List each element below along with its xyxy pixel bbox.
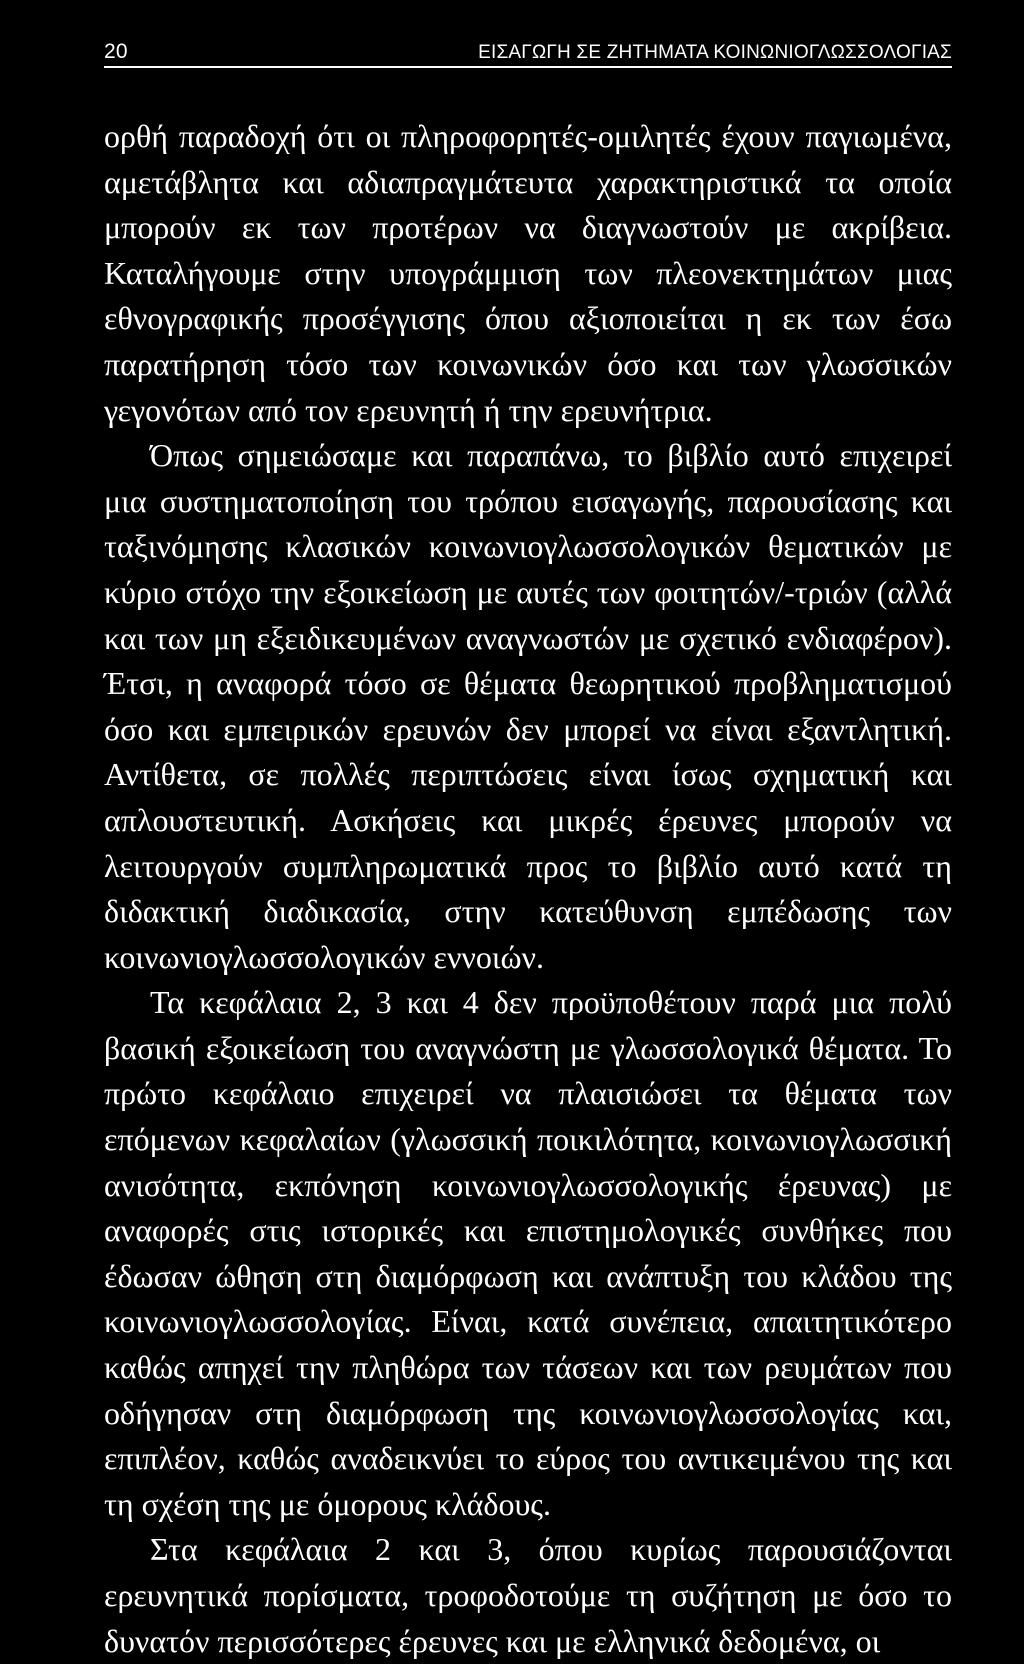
page-number: 20 (104, 40, 128, 63)
paragraph-continuation: ορθή παραδοχή ότι οι πληροφορητές-ομιλητές έχουν παγιωμένα, αμετάβλητα και αδιαπραγμάτευτα χαρακτηριστικά τα οποία μπορούν εκ των προτέρων να διαγνωστούν με ακρίβεια. Καταλήγουμε στην υπογράμμιση των πλεονεκτημάτων μιας εθνογραφικής προσέγγισης όπου αξιοποιείται η εκ των έσω παρατήρηση τόσο των κοινωνικών όσο και των γλωσσικών γεγονότων από τον ερευνητή ή την ερευνήτρια. (104, 118, 952, 428)
paragraph: Στα κεφάλαια 2 και 3, όπου κυρίως παρουσιάζονται ερευνητικά πορίσματα, τροφοδοτούμε τη συζήτηση με όσο το δυνατόν περισσότερες έρευνες και με ελληνικά δεδομένα, οι (104, 1531, 952, 1659)
running-title: ΕΙΣΑΓΩΓΗ ΣΕ ΖΗΤΗΜΑΤΑ ΚΟΙΝΩΝΙΟΓΛΩΣΣΟΛΟΓΙΑΣ (478, 42, 952, 63)
paragraph: Τα κεφάλαια 2, 3 και 4 δεν προϋποθέτουν παρά μια πολύ βασική εξοικείωση του αναγνώστη με γλωσσολογικά θέματα. Το πρώτο κεφάλαιο επιχειρεί να πλαισιώσει τα θέματα των επόμενων κεφαλαίων (γλωσσική ποικιλότητα, κοινωνιογλωσσική ανισότητα, εκπόνηση κοινωνιογλωσσολογικής έρευνας) με αναφορές στις ιστορικές και επιστημολογικές συνθήκες που έδωσαν ώθηση στη διαμόρφωση και ανάπτυξη του κλάδου της κοινωνιογλωσσολογίας. Είναι, κατά συνέπεια, απαιτητικότερο καθώς απηχεί την πληθώρα των τάσεων και των ρευμάτων που οδήγησαν στη διαμόρφωση της κοινωνιογλωσσολογίας και, επιπλέον, καθώς αναδεικνύει το εύρος του αντικειμένου της και τη σχέση της με όμορους κλάδους. (104, 984, 952, 1522)
paragraph: Όπως σημειώσαμε και παραπάνω, το βιβλίο αυτό επιχειρεί μια συστηματοποίηση του τρόπου εισαγωγής, παρουσίασης και ταξινόμησης κλασικών κοινωνιογλωσσολογικών θεματικών με κύριο στόχο την εξοικείωση με αυτές των φοιτητών/-τριών (αλλά και των μη εξειδικευμένων αναγνωστών με σχετικό ενδιαφέρον). Έτσι, η αναφορά τόσο σε θέματα θεωρητικού προβληματισμού όσο και εμπειρικών ερευνών δεν μπορεί να είναι εξαντλητική. Αντίθετα, σε πολλές περιπτώσεις είναι ίσως σχηματική και απλουστευτική. Ασκήσεις και μικρές έρευνες μπορούν να λειτουργούν συμπληρωματικά προς το βιβλίο αυτό κατά τη διδακτική διαδικασία, στην κατεύθυνση εμπέδωσης των κοινωνιογλωσσολογικών εννοιών. (104, 437, 952, 975)
book-page (104, 36, 952, 1659)
running-header (104, 36, 952, 68)
body-text (104, 114, 952, 1664)
